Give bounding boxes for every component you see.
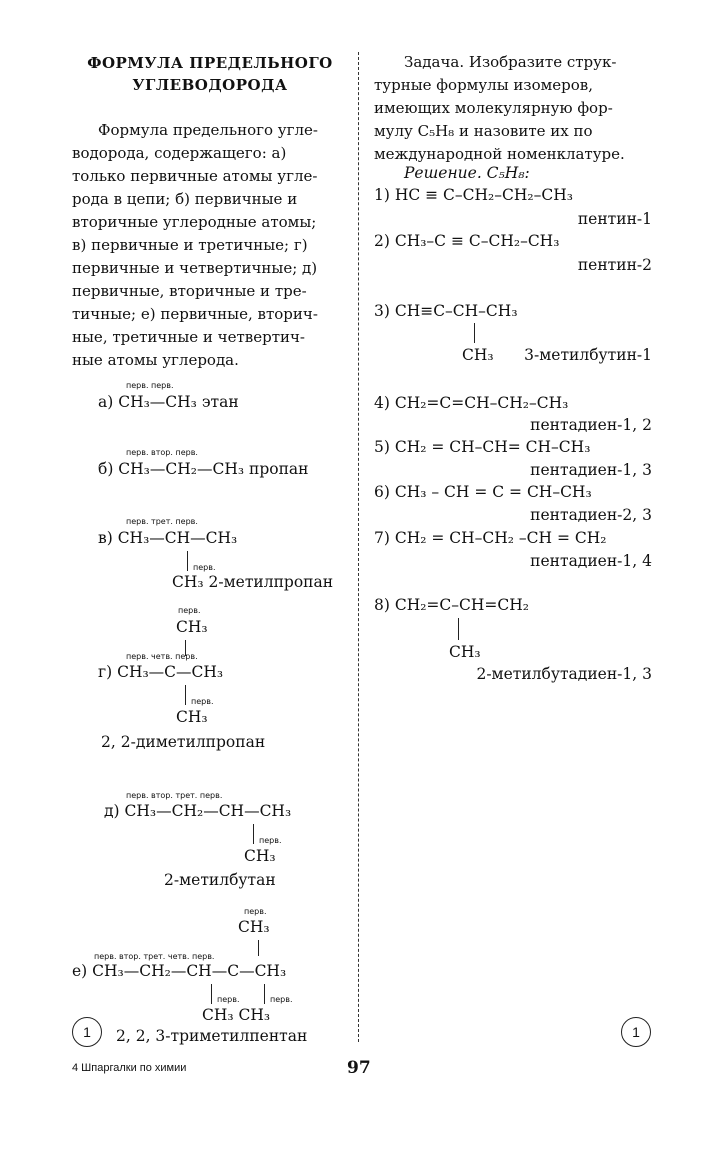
name-d: 2-метилбутан	[164, 871, 276, 889]
intro-line: ные, третичные и четвертич-	[72, 328, 305, 346]
bond-line	[185, 685, 186, 705]
atom-label: перв.	[178, 606, 201, 615]
task-line: имеющих молекулярную фор-	[374, 99, 613, 117]
atom-labels-d: перв. втор. трет. перв.	[126, 791, 223, 800]
solution-heading: Решение. C₅H₈:	[404, 164, 530, 182]
formula-g: г) CH₃—C—CH₃	[98, 663, 224, 681]
substituents-e: CH₃ CH₃	[202, 1006, 271, 1024]
atom-label: перв.	[193, 563, 216, 572]
column-divider	[358, 52, 359, 1042]
bond-line	[253, 824, 254, 844]
bond-line	[458, 618, 459, 640]
formula-a: а) CH₃—CH₃ этан	[98, 393, 239, 411]
task-paragraph	[374, 51, 652, 166]
bond-line	[264, 984, 265, 1004]
intro-line: водорода, содержащего: а)	[72, 144, 287, 162]
atom-label: перв.	[270, 995, 293, 1004]
intro-paragraph	[72, 119, 348, 372]
intro-line: тичные; е) первичные, вторич-	[72, 305, 318, 323]
footer-note: 4 Шпаргалки по химии	[72, 1062, 187, 1074]
isomer-2-formula: 2) CH₃–C ≡ C–CH₂–CH₃	[374, 232, 560, 250]
intro-line: в) первичные и третичные; г)	[72, 236, 308, 254]
substituent-e-top: CH₃	[238, 918, 270, 936]
isomer-4-formula: 4) CH₂=C=CH–CH₂–CH₃	[374, 394, 569, 412]
isomer-1-formula: 1) HC ≡ C–CH₂–CH₂–CH₃	[374, 186, 573, 204]
intro-line: Формула предельного угле-	[98, 121, 318, 139]
atom-labels-a: перв. перв.	[126, 381, 174, 390]
intro-line: первичные и четвертичные; д)	[72, 259, 318, 277]
isomer-6-formula: 6) CH₃ – CH = C = CH–CH₃	[374, 483, 592, 501]
intro-line: рода в цепи; б) первичные и	[72, 190, 298, 208]
substituent-v: CH₃ 2-метилпропан	[172, 573, 334, 591]
isomer-1-name: пентин-1	[577, 210, 652, 228]
atom-labels-b: перв. втор. перв.	[126, 448, 198, 457]
task-line: Задача. Изобразите струк-	[404, 53, 617, 71]
isomer-5-formula: 5) CH₂ = CH–CH= CH–CH₃	[374, 438, 591, 456]
bond-line	[211, 984, 212, 1004]
name-g: 2, 2-диметилпропан	[101, 733, 266, 751]
formula-d: д) CH₃—CH₂—CH—CH₃	[104, 802, 292, 820]
isomer-5-name: пентадиен-1, 3	[530, 461, 652, 479]
bond-line	[187, 551, 188, 571]
page-number: 97	[347, 1058, 371, 1078]
isomer-2-name: пентин-2	[577, 256, 652, 274]
atom-label: перв.	[259, 836, 282, 845]
isomer-4-name: пентадиен-1, 2	[530, 416, 652, 434]
isomer-7-formula: 7) CH₂ = CH–CH₂ –CH = CH₂	[374, 529, 607, 547]
substituent-d: CH₃	[244, 847, 276, 865]
isomer-8-formula: 8) CH₂=C–CH=CH₂	[374, 596, 529, 614]
isomer-7-name: пентадиен-1, 4	[530, 552, 652, 570]
substituent-g-top: CH₃	[176, 618, 208, 636]
isomer-3-formula: 3) CH≡C–CH–CH₃	[374, 302, 518, 320]
atom-labels-e: перв. втор. трет. четв. перв.	[94, 952, 215, 961]
intro-line: только первичные атомы угле-	[72, 167, 318, 185]
marker-circle-right: 1	[621, 1017, 651, 1047]
formula-v: в) CH₃—CH—CH₃	[98, 529, 238, 547]
atom-label: перв.	[217, 995, 240, 1004]
task-line: турные формулы изомеров,	[374, 76, 594, 94]
name-e: 2, 2, 3-триметилпентан	[116, 1027, 308, 1045]
atom-labels-v: перв. трет. перв.	[126, 517, 198, 526]
intro-line: первичные, вторичные и тре-	[72, 282, 307, 300]
atom-label: перв.	[191, 697, 214, 706]
atom-label: перв.	[244, 907, 267, 916]
substituent-g-bottom: CH₃	[176, 708, 208, 726]
formula-e: е) CH₃—CH₂—CH—C—CH₃	[72, 962, 287, 980]
isomer-8-name: 2-метилбутадиен-1, 3	[476, 665, 652, 683]
atom-labels-g: перв. четв. перв.	[126, 652, 198, 661]
intro-line: ные атомы углерода.	[72, 351, 239, 369]
intro-line: вторичные углеродные атомы;	[72, 213, 317, 231]
isomer-3-substituent: CH₃	[462, 346, 494, 364]
section-title-line2: УГЛЕВОДОРОДА	[132, 76, 288, 94]
bond-line	[474, 323, 475, 343]
isomer-3-name: 3-метилбутин-1	[524, 346, 652, 364]
isomer-6-name: пентадиен-2, 3	[530, 506, 652, 524]
isomer-8-substituent: CH₃	[449, 643, 481, 661]
task-line: международной номенклатуре.	[374, 145, 625, 163]
task-line: мулу C₅H₈ и назовите их по	[374, 122, 593, 140]
marker-circle-left: 1	[72, 1017, 102, 1047]
formula-b: б) CH₃—CH₂—CH₃ пропан	[98, 460, 309, 478]
section-title-line1: ФОРМУЛА ПРЕДЕЛЬНОГО	[87, 54, 333, 72]
bond-line	[258, 940, 259, 956]
